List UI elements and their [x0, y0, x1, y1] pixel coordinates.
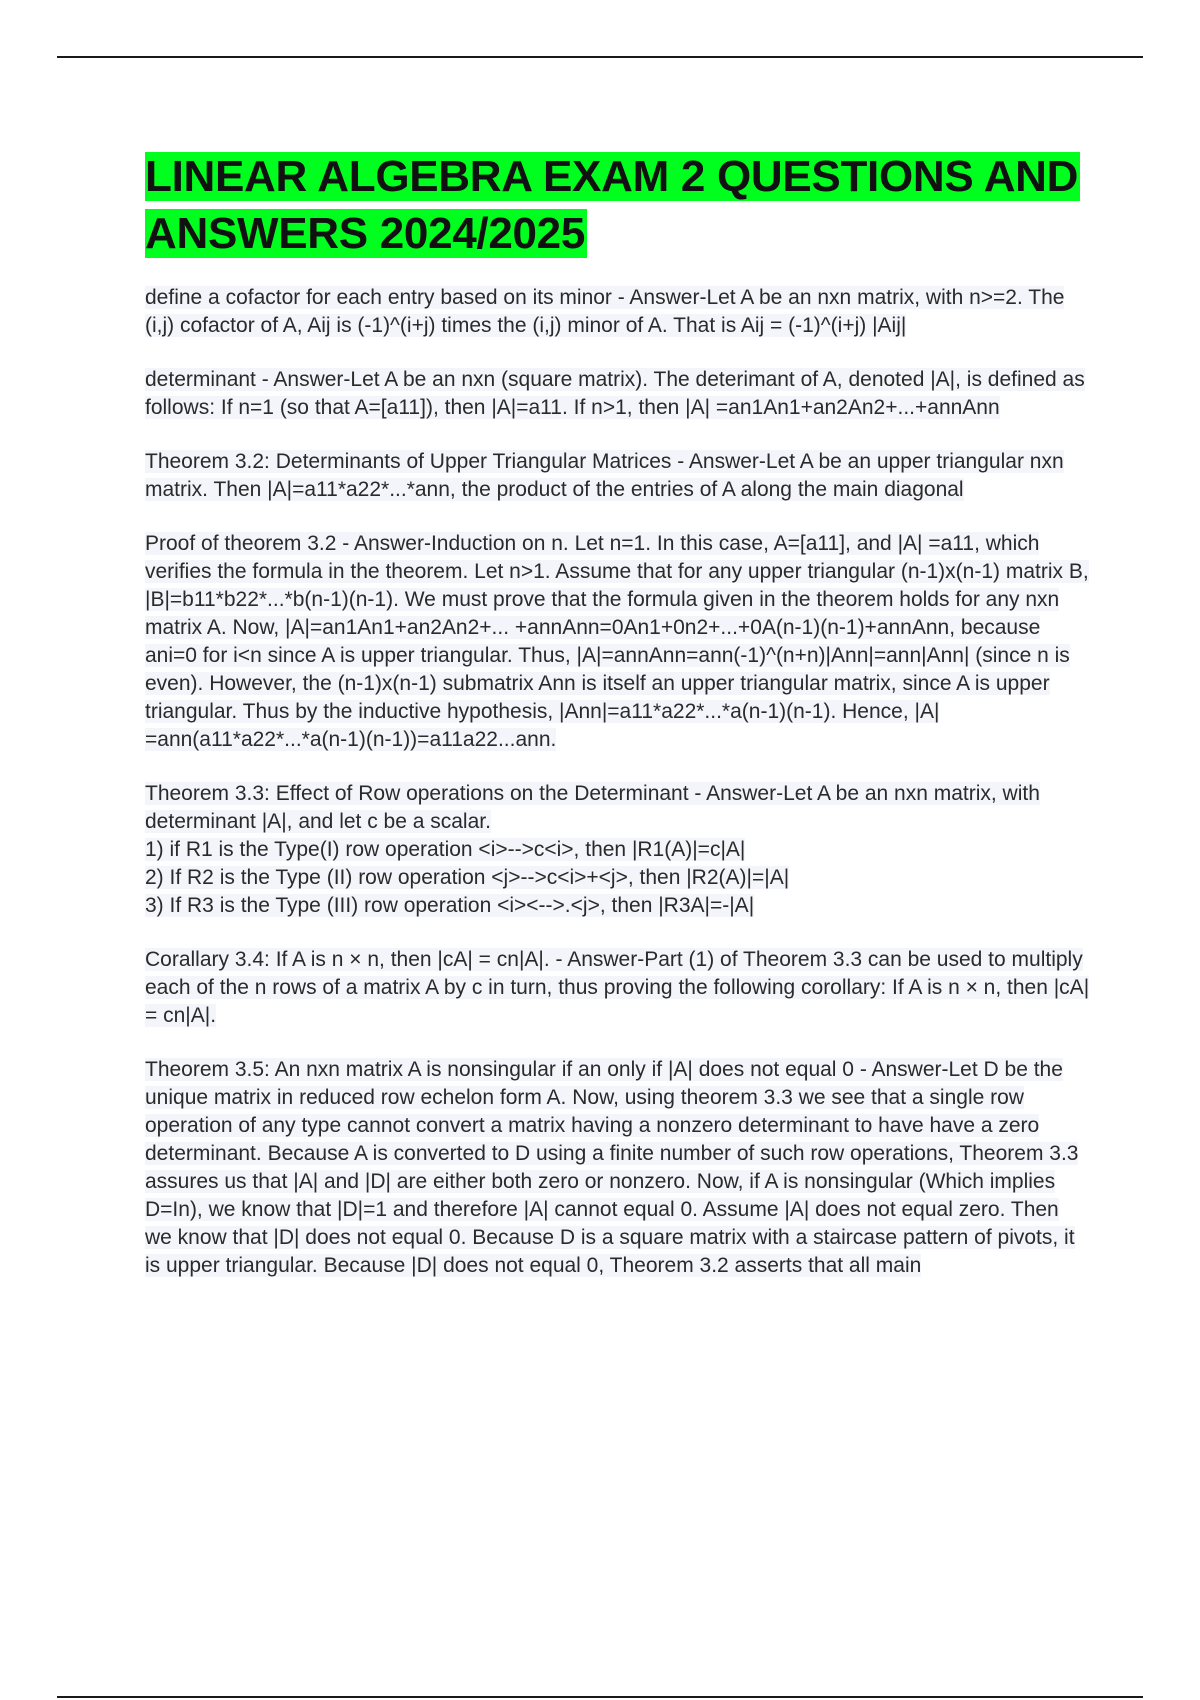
qa-entry-corollary-3-4: [145, 946, 1090, 1030]
qa-entry-line: [145, 864, 1090, 892]
qa-entry-text: determinant - Answer-Let A be an nxn (square matrix). The deterimant of A, denoted |A|, is defined as follows: If n=1 (so that A=[a11]), then |A|=a11. If n>1, then |A| =an1An1+an2An2+...+annAnn: [145, 368, 1085, 419]
qa-entry-theorem-3-3: [145, 780, 1090, 920]
qa-entry-line-text: 3) If R3 is the Type (III) row operation <i><-->.<j>, then |R3A|=-|A|: [145, 894, 755, 917]
qa-entry-line: [145, 892, 1090, 920]
document-title-text: LINEAR ALGEBRA EXAM 2 QUESTIONS AND ANSWERS 2024/2025: [145, 152, 1079, 258]
qa-entry-cofactor: [145, 284, 1090, 340]
top-rule: [57, 56, 1143, 58]
qa-entry-line: [145, 780, 1090, 836]
bottom-rule: [57, 1696, 1143, 1698]
qa-entry-text: Corallary 3.4: If A is n × n, then |cA| = cn|A|. - Answer-Part (1) of Theorem 3.3 can be used to multiply each of the n rows of a matrix A by c in turn, thus proving the following corollary: If A is n × n, then |cA| = cn|A|.: [145, 948, 1090, 1027]
qa-entry-theorem-3-2: [145, 448, 1090, 504]
qa-entry-line-text: 2) If R2 is the Type (II) row operation <j>-->c<i>+<j>, then |R2(A)|=|A|: [145, 866, 790, 889]
qa-entry-text: Theorem 3.2: Determinants of Upper Triangular Matrices - Answer-Let A be an upper triangular nxn matrix. Then |A|=a11*a22*...*ann, the product of the entries of A along the main diagonal: [145, 450, 1064, 501]
qa-entry-line-text: 1) if R1 is the Type(I) row operation <i>-->c<i>, then |R1(A)|=c|A|: [145, 838, 746, 861]
qa-entry-text: define a cofactor for each entry based on its minor - Answer-Let A be an nxn matrix, with n>=2. The (i,j) cofactor of A, Aij is (-1)^(i+j) times the (i,j) minor of A. That is Aij = (-1)^(i+j) |Aij|: [145, 286, 1065, 337]
qa-entry-theorem-3-5: [145, 1056, 1090, 1280]
document-title: [145, 148, 1090, 262]
qa-entry-proof-3-2: [145, 530, 1090, 754]
document-body: [145, 148, 1090, 1306]
qa-entry-text: Theorem 3.5: An nxn matrix A is nonsingular if an only if |A| does not equal 0 - Answer-Let D be the unique matrix in reduced row echelon form A. Now, using theorem 3.3 we see that a single row operation of any type cannot convert a matrix having a nonzero determinant to have have a zero determinant. Because A is converted to D using a finite number of such row operations, Theorem 3.3 assures us that |A| and |D| are either both zero or nonzero. Now, if A is nonsingular (Which implies D=In), we know that |D|=1 and therefore |A| cannot equal 0. Assume |A| does not equal zero. Then we know that |D| does not equal 0. Because D is a square matrix with a staircase pattern of pivots, it is upper triangular. Because |D| does not equal 0, Theorem 3.2 asserts that all main: [145, 1058, 1079, 1277]
qa-entry-line-text: Theorem 3.3: Effect of Row operations on the Determinant - Answer-Let A be an nxn matrix, with determinant |A|, and let c be a scalar.: [145, 782, 1040, 833]
qa-entry-determinant: [145, 366, 1090, 422]
qa-entry-text: Proof of theorem 3.2 - Answer-Induction on n. Let n=1. In this case, A=[a11], and |A| =a11, which verifies the formula in the theorem. Let n>1. Assume that for any upper triangular (n-1)x(n-1) matrix B, |B|=b11*b22*...*b(n-1)(n-1). We must prove that the formula given in the theorem holds for any nxn matrix A. Now, |A|=an1An1+an2An2+... +annAnn=0An1+0n2+...+0A(n-1)(n-1)+annAnn, because ani=0 for i<n since A is upper triangular. Thus, |A|=annAnn=ann(-1)^(n+n)|Ann|=ann|Ann| (since n is even). However, the (n-1)x(n-1) submatrix Ann is itself an upper triangular matrix, since A is upper triangular. Thus by the inductive hypothesis, |Ann|=a11*a22*...*a(n-1)(n-1). Hence, |A| =ann(a11*a22*...*a(n-1)(n-1))=a11a22...ann.: [145, 532, 1089, 751]
qa-entry-line: [145, 836, 1090, 864]
